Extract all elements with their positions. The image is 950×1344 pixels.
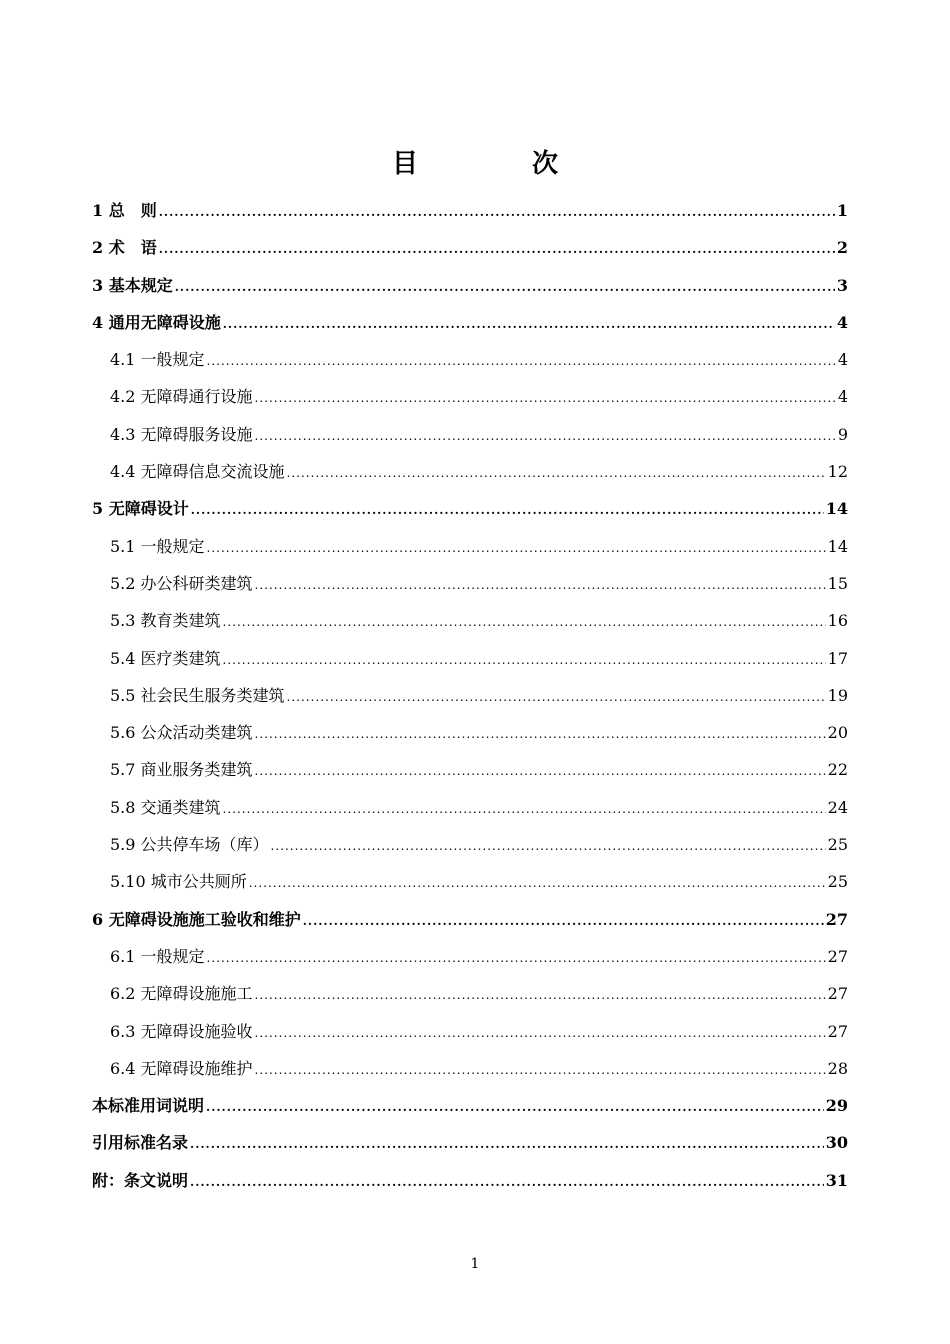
- toc-entry-label: 6 无障碍设施施工验收和维护: [92, 909, 301, 929]
- toc-entry-label: 4.3 无障碍服务设施: [110, 424, 253, 444]
- toc-entry-label: 5.1 一般规定: [110, 536, 205, 556]
- toc-entry[interactable]: [92, 1162, 848, 1199]
- toc-entry-label: 4.1 一般规定: [110, 350, 205, 370]
- toc-leader: [223, 791, 826, 828]
- page-title: 目 次: [391, 149, 602, 179]
- toc-entry-page: 22: [827, 760, 848, 780]
- toc-entry-page: 20: [827, 723, 848, 743]
- toc-entry[interactable]: [92, 826, 848, 863]
- toc-entry[interactable]: [92, 229, 848, 266]
- toc-entry[interactable]: [92, 341, 848, 378]
- toc-entry-label: 5.3 教育类建筑: [110, 611, 221, 631]
- toc-entry-label: 5.8 交通类建筑: [110, 797, 221, 817]
- toc-entry[interactable]: [92, 975, 848, 1012]
- toc-entry-page: 9: [837, 424, 848, 444]
- toc-entry-label: 5.10 城市公共厕所: [110, 872, 247, 892]
- toc-leader: [255, 1052, 826, 1089]
- toc-leader: [159, 231, 835, 268]
- toc-entry-label: 5.9 公共停车场（库）: [110, 835, 269, 855]
- toc-entry-page: 14: [827, 536, 848, 556]
- toc-entry[interactable]: [92, 378, 848, 415]
- toc-entry-page: 4: [837, 350, 848, 370]
- toc-entry[interactable]: [92, 677, 848, 714]
- toc-entry-label: 6.4 无障碍设施维护: [110, 1058, 253, 1078]
- toc-entry-page: 2: [836, 238, 848, 258]
- toc-entry[interactable]: [92, 751, 848, 788]
- table-of-contents: [92, 192, 848, 1199]
- toc-entry-label: 1 总 则: [92, 201, 157, 220]
- toc-leader: [287, 455, 826, 492]
- toc-entry-label: 6.1 一般规定: [110, 946, 205, 966]
- toc-leader: [190, 1126, 824, 1163]
- toc-leader: [255, 380, 836, 417]
- toc-entry-label: 3 基本规定: [92, 275, 173, 295]
- toc-leader: [223, 642, 826, 679]
- toc-entry-label: 6.3 无障碍设施验收: [110, 1021, 253, 1041]
- toc-entry-label: 引用标准名录: [92, 1133, 189, 1153]
- toc-entry-page: 25: [827, 872, 848, 892]
- toc-entry-label: 5.4 医疗类建筑: [110, 648, 221, 668]
- toc-entry[interactable]: [92, 640, 848, 677]
- toc-entry-label: 5 无障碍设计: [92, 499, 189, 519]
- toc-entry[interactable]: [92, 938, 848, 975]
- toc-entry[interactable]: [92, 565, 848, 602]
- toc-entry[interactable]: [92, 602, 848, 639]
- toc-leader: [159, 194, 835, 231]
- toc-entry[interactable]: [92, 1087, 848, 1124]
- toc-leader: [255, 716, 826, 753]
- toc-entry-page: 24: [827, 797, 848, 817]
- page-number: 1: [470, 1256, 480, 1272]
- toc-entry-page: 19: [827, 685, 848, 705]
- toc-entry-page: 15: [827, 573, 848, 593]
- toc-entry[interactable]: [92, 901, 848, 938]
- toc-entry-page: 4: [837, 387, 848, 407]
- toc-leader: [207, 530, 826, 567]
- toc-leader: [175, 269, 835, 306]
- toc-entry-label: 5.7 商业服务类建筑: [110, 760, 253, 780]
- toc-entry-page: 30: [825, 1133, 848, 1153]
- toc-entry-page: 17: [827, 648, 848, 668]
- toc-entry-page: 27: [827, 1021, 848, 1041]
- toc-entry[interactable]: [92, 863, 848, 900]
- toc-entry[interactable]: [92, 267, 848, 304]
- toc-leader: [255, 977, 826, 1014]
- toc-entry-label: 5.5 社会民生服务类建筑: [110, 685, 285, 705]
- toc-leader: [287, 679, 826, 716]
- toc-leader: [255, 1015, 826, 1052]
- toc-leader: [191, 492, 824, 529]
- toc-leader: [255, 753, 826, 790]
- toc-entry-label: 5.2 办公科研类建筑: [110, 573, 253, 593]
- toc-entry-page: 4: [836, 312, 848, 332]
- toc-entry-label: 4.4 无障碍信息交流设施: [110, 462, 285, 482]
- toc-entry-label: 本标准用词说明: [92, 1096, 205, 1116]
- toc-entry[interactable]: [92, 528, 848, 565]
- toc-entry-label: 2 术 语: [92, 238, 157, 258]
- toc-entry[interactable]: [92, 789, 848, 826]
- toc-entry[interactable]: [92, 1050, 848, 1087]
- toc-leader: [223, 306, 835, 343]
- toc-entry-page: 3: [836, 275, 848, 295]
- toc-entry-label: 附：条文说明: [92, 1170, 189, 1190]
- toc-entry[interactable]: [92, 304, 848, 341]
- toc-entry-label: 5.6 公众活动类建筑: [110, 723, 253, 743]
- toc-entry-label: 4.2 无障碍通行设施: [110, 387, 253, 407]
- toc-entry-page: 27: [825, 909, 848, 929]
- toc-leader: [190, 1164, 824, 1201]
- toc-entry-page: 31: [825, 1170, 848, 1190]
- toc-entry-page: 27: [827, 984, 848, 1004]
- toc-entry-page: 1: [836, 201, 848, 220]
- toc-entry-page: 27: [827, 946, 848, 966]
- toc-leader: [206, 1089, 824, 1126]
- toc-leader: [255, 567, 826, 604]
- toc-entry[interactable]: [92, 1124, 848, 1161]
- toc-entry-page: 29: [825, 1096, 848, 1116]
- toc-entry[interactable]: [92, 490, 848, 527]
- toc-leader: [255, 418, 836, 455]
- toc-entry[interactable]: [92, 1013, 848, 1050]
- toc-leader: [271, 828, 826, 865]
- toc-entry-label: 4 通用无障碍设施: [92, 312, 221, 332]
- toc-entry-page: 12: [827, 462, 848, 482]
- toc-entry-page: 25: [827, 835, 848, 855]
- toc-leader: [207, 940, 826, 977]
- toc-leader: [223, 604, 826, 641]
- toc-entry-page: 14: [825, 499, 848, 519]
- toc-entry-page: 16: [827, 611, 848, 631]
- toc-entry[interactable]: [92, 714, 848, 751]
- toc-leader: [249, 865, 826, 902]
- toc-leader: [207, 343, 836, 380]
- toc-entry[interactable]: [92, 192, 848, 229]
- toc-leader: [303, 903, 824, 940]
- toc-entry[interactable]: [92, 453, 848, 490]
- toc-entry-page: 28: [827, 1058, 848, 1078]
- toc-entry-label: 6.2 无障碍设施施工: [110, 984, 253, 1004]
- toc-entry[interactable]: [92, 416, 848, 453]
